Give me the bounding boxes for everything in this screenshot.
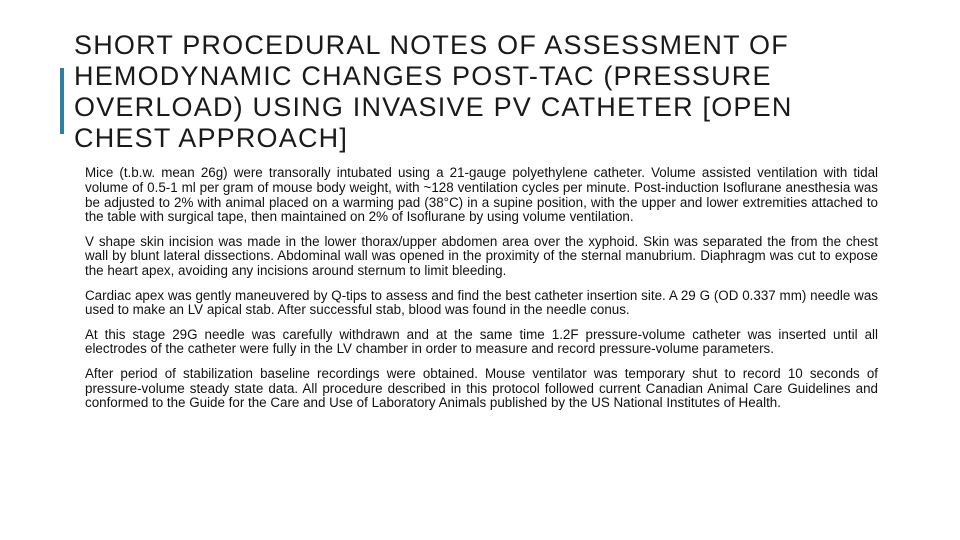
paragraph-incision: V shape skin incision was made in the lower thorax/upper abdomen area over the xyphoid. Skin was separated the from the chest wall by blunt lateral dissections. Abdominal wall was opened in the proximity of the sternal manubrium. Diaphragm was cut to expose the heart apex, avoiding any incisions around sternum to limit bleeding.	[85, 233, 878, 279]
paragraph-apical-stab: Cardiac apex was gently maneuvered by Q-tips to assess and find the best catheter insertion site. A 29 G (OD 0.337 mm) needle was used to make an LV apical stab. After successful stab, blood was found in the needle conus.	[85, 287, 878, 318]
paragraph-catheter-insertion: At this stage 29G needle was carefully withdrawn and at the same time 1.2F pressure-volume catheter was inserted until all electrodes of the catheter were fully in the LV chamber in order to measure and record pressure-volume parameters.	[85, 326, 878, 357]
paragraph-recording: After period of stabilization baseline recordings were obtained. Mouse ventilator was temporary shut to record 10 seconds of pressure-volume steady state data. All procedure described in this protocol followed current Canadian Animal Care Guidelines and conformed to the Guide for the Care and Use of Laboratory Animals published by the US National Institutes of Health.	[85, 365, 878, 411]
slide-title: SHORT PROCEDURAL NOTES OF ASSESSMENT OF HEMODYNAMIC CHANGES POST-TAC (PRESSURE OVERLOAD) USING INVASIVE PV CATHETER [OPEN CHEST APPROACH]	[74, 30, 793, 153]
paragraph-intubation: Mice (t.b.w. mean 26g) were transorally intubated using a 21-gauge polyethylene catheter. Volume assisted ventilation with tidal volume of 0.5-1 ml per gram of mouse body weight, with ~128 ventilation cycles per minute. Post-induction Isoflurane anesthesia was be adjusted to 2% with animal placed on a warming pad (38°C) in a supine position, with the upper and lower extremities attached to the table with surgical tape, then maintained on 2% of Isoflurane by using volume ventilation.	[85, 165, 878, 225]
title-accent-bar	[60, 68, 64, 134]
slide-body	[85, 166, 878, 421]
